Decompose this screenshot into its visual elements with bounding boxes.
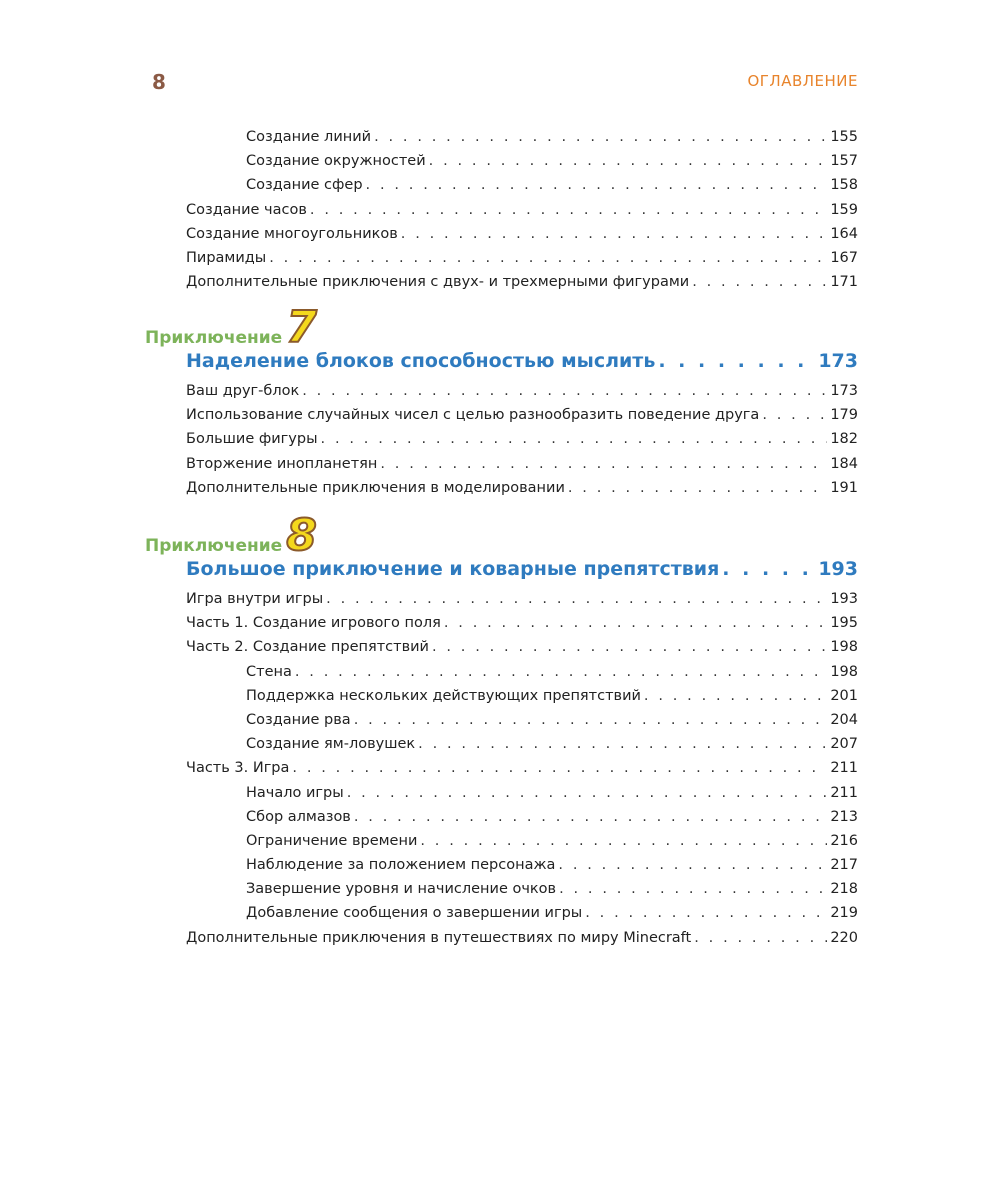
entry-page: 218	[830, 881, 858, 898]
leader-dots	[558, 853, 827, 877]
entry-title: Начало игры	[246, 784, 344, 801]
entry-page: 216	[830, 832, 858, 849]
entry-page: 195	[830, 615, 858, 632]
leader-dots	[374, 125, 827, 149]
chapter-8-title[interactable]	[186, 558, 858, 580]
page-number: 8	[152, 70, 166, 94]
leader-dots	[658, 350, 815, 372]
entry-page: 173	[830, 383, 858, 399]
entry-title: Поддержка нескольких действующих препятствий	[246, 687, 641, 704]
entry-title: Пирамиды	[186, 249, 267, 266]
entry-title: Ограничение времени	[246, 832, 418, 849]
toc-section-top	[186, 125, 858, 294]
entry-title: Ваш друг-блок	[186, 383, 300, 399]
leader-dots	[722, 558, 815, 580]
leader-dots	[420, 829, 827, 853]
toc-entry[interactable]	[186, 901, 858, 925]
toc-entry[interactable]	[186, 926, 858, 950]
toc-entry[interactable]	[186, 611, 858, 635]
running-title: ОГЛАВЛЕНИЕ	[747, 72, 858, 90]
entry-title: Вторжение инопланетян	[186, 455, 378, 472]
entry-title: Дополнительные приключения с двух- и трехмерными фигурами	[186, 274, 690, 291]
entry-page: 182	[830, 431, 858, 448]
entry-title: Большие фигуры	[186, 431, 318, 448]
toc-entry[interactable]	[186, 270, 858, 294]
leader-dots	[292, 756, 827, 780]
entry-page: 217	[830, 857, 858, 874]
toc-entry[interactable]	[186, 149, 858, 173]
entry-page: 213	[830, 808, 858, 825]
toc-entry[interactable]	[186, 246, 858, 270]
toc-entry[interactable]	[186, 427, 858, 451]
chapter-page: 193	[818, 558, 858, 580]
toc-entry[interactable]	[186, 125, 858, 149]
entry-title: Создание ям-ловушек	[246, 736, 416, 753]
entry-title: Создание часов	[186, 201, 307, 218]
leader-dots	[644, 684, 827, 708]
leader-dots	[692, 270, 827, 294]
leader-dots	[568, 476, 827, 500]
entry-page: 171	[830, 274, 858, 291]
entry-title: Дополнительные приключения в моделировании	[186, 479, 565, 496]
entry-page: 155	[830, 129, 858, 145]
leader-dots	[380, 452, 827, 476]
entry-page: 179	[830, 407, 858, 424]
toc-section-adventure-8	[186, 587, 858, 950]
adventure-label: Приключение	[145, 328, 283, 348]
chapter-title-text: Наделение блоков способностью мыслить	[186, 350, 656, 372]
entry-title: Игра внутри игры	[186, 591, 324, 607]
entry-page: 207	[830, 736, 858, 753]
entry-page: 184	[830, 455, 858, 472]
leader-dots	[694, 926, 827, 950]
entry-page: 220	[830, 929, 858, 946]
entry-title: Создание сфер	[246, 177, 363, 194]
toc-entry[interactable]	[186, 379, 858, 403]
entry-title: Стена	[246, 663, 292, 680]
entry-page: 158	[830, 177, 858, 194]
toc-entry[interactable]	[186, 877, 858, 901]
leader-dots	[432, 635, 827, 659]
toc-entry[interactable]	[186, 587, 858, 611]
leader-dots	[418, 732, 827, 756]
adventure-number-badge: 7	[286, 302, 317, 353]
toc-entry[interactable]	[186, 198, 858, 222]
toc-entry[interactable]	[186, 684, 858, 708]
entry-page: 201	[830, 687, 858, 704]
toc-entry[interactable]	[186, 756, 858, 780]
entry-title: Использование случайных чисел с целью разнообразить поведение друга	[186, 407, 760, 424]
entry-title: Создание рва	[246, 711, 351, 728]
entry-page: 204	[830, 711, 858, 728]
toc-entry[interactable]	[186, 476, 858, 500]
entry-title: Завершение уровня и начисление очков	[246, 881, 557, 898]
entry-page: 211	[830, 784, 858, 801]
toc-entry[interactable]	[186, 660, 858, 684]
adventure-8-heading	[145, 510, 317, 561]
leader-dots	[295, 660, 827, 684]
adventure-7-heading	[145, 302, 317, 353]
entry-page: 159	[830, 201, 858, 218]
entry-page: 198	[830, 639, 858, 656]
entry-page: 211	[830, 760, 858, 777]
toc-entry[interactable]	[186, 829, 858, 853]
toc-entry[interactable]	[186, 635, 858, 659]
chapter-page: 173	[818, 350, 858, 372]
leader-dots	[559, 877, 827, 901]
entry-page: 193	[830, 591, 858, 607]
adventure-label: Приключение	[145, 536, 283, 556]
toc-entry[interactable]	[186, 805, 858, 829]
leader-dots	[310, 198, 827, 222]
toc-entry[interactable]	[186, 173, 858, 197]
toc-entry[interactable]	[186, 853, 858, 877]
chapter-title-text: Большое приключение и коварные препятствия	[186, 558, 720, 580]
leader-dots	[326, 587, 827, 611]
entry-title: Создание линий	[246, 129, 372, 145]
leader-dots	[321, 427, 828, 451]
entry-title: Часть 1. Создание игрового поля	[186, 615, 441, 632]
entry-page: 157	[830, 153, 858, 170]
leader-dots	[366, 173, 828, 197]
entry-title: Часть 3. Игра	[186, 760, 290, 777]
adventure-number-badge: 8	[286, 510, 317, 561]
leader-dots	[429, 149, 828, 173]
toc-entry[interactable]	[186, 781, 858, 805]
toc-entry[interactable]	[186, 732, 858, 756]
entry-title: Создание многоугольников	[186, 225, 398, 242]
entry-page: 191	[830, 479, 858, 496]
chapter-7-title[interactable]	[186, 350, 858, 372]
entry-page: 164	[830, 225, 858, 242]
leader-dots	[762, 403, 827, 427]
leader-dots	[347, 781, 828, 805]
leader-dots	[444, 611, 827, 635]
toc-entry[interactable]	[186, 708, 858, 732]
entry-page: 167	[830, 249, 858, 266]
entry-title: Сбор алмазов	[246, 808, 351, 825]
entry-page: 219	[830, 905, 858, 922]
toc-entry[interactable]	[186, 403, 858, 427]
entry-page: 198	[830, 663, 858, 680]
leader-dots	[354, 805, 827, 829]
leader-dots	[302, 379, 827, 403]
entry-title: Часть 2. Создание препятствий	[186, 639, 429, 656]
entry-title: Наблюдение за положением персонажа	[246, 857, 556, 874]
toc-entry[interactable]	[186, 452, 858, 476]
leader-dots	[401, 222, 828, 246]
entry-title: Дополнительные приключения в путешествиях по миру Minecraft	[186, 929, 692, 946]
leader-dots	[354, 708, 828, 732]
entry-title: Создание окружностей	[246, 153, 426, 170]
toc-entry[interactable]	[186, 222, 858, 246]
leader-dots	[585, 901, 827, 925]
entry-title: Добавление сообщения о завершении игры	[246, 905, 583, 922]
toc-section-adventure-7	[186, 379, 858, 500]
leader-dots	[269, 246, 827, 270]
